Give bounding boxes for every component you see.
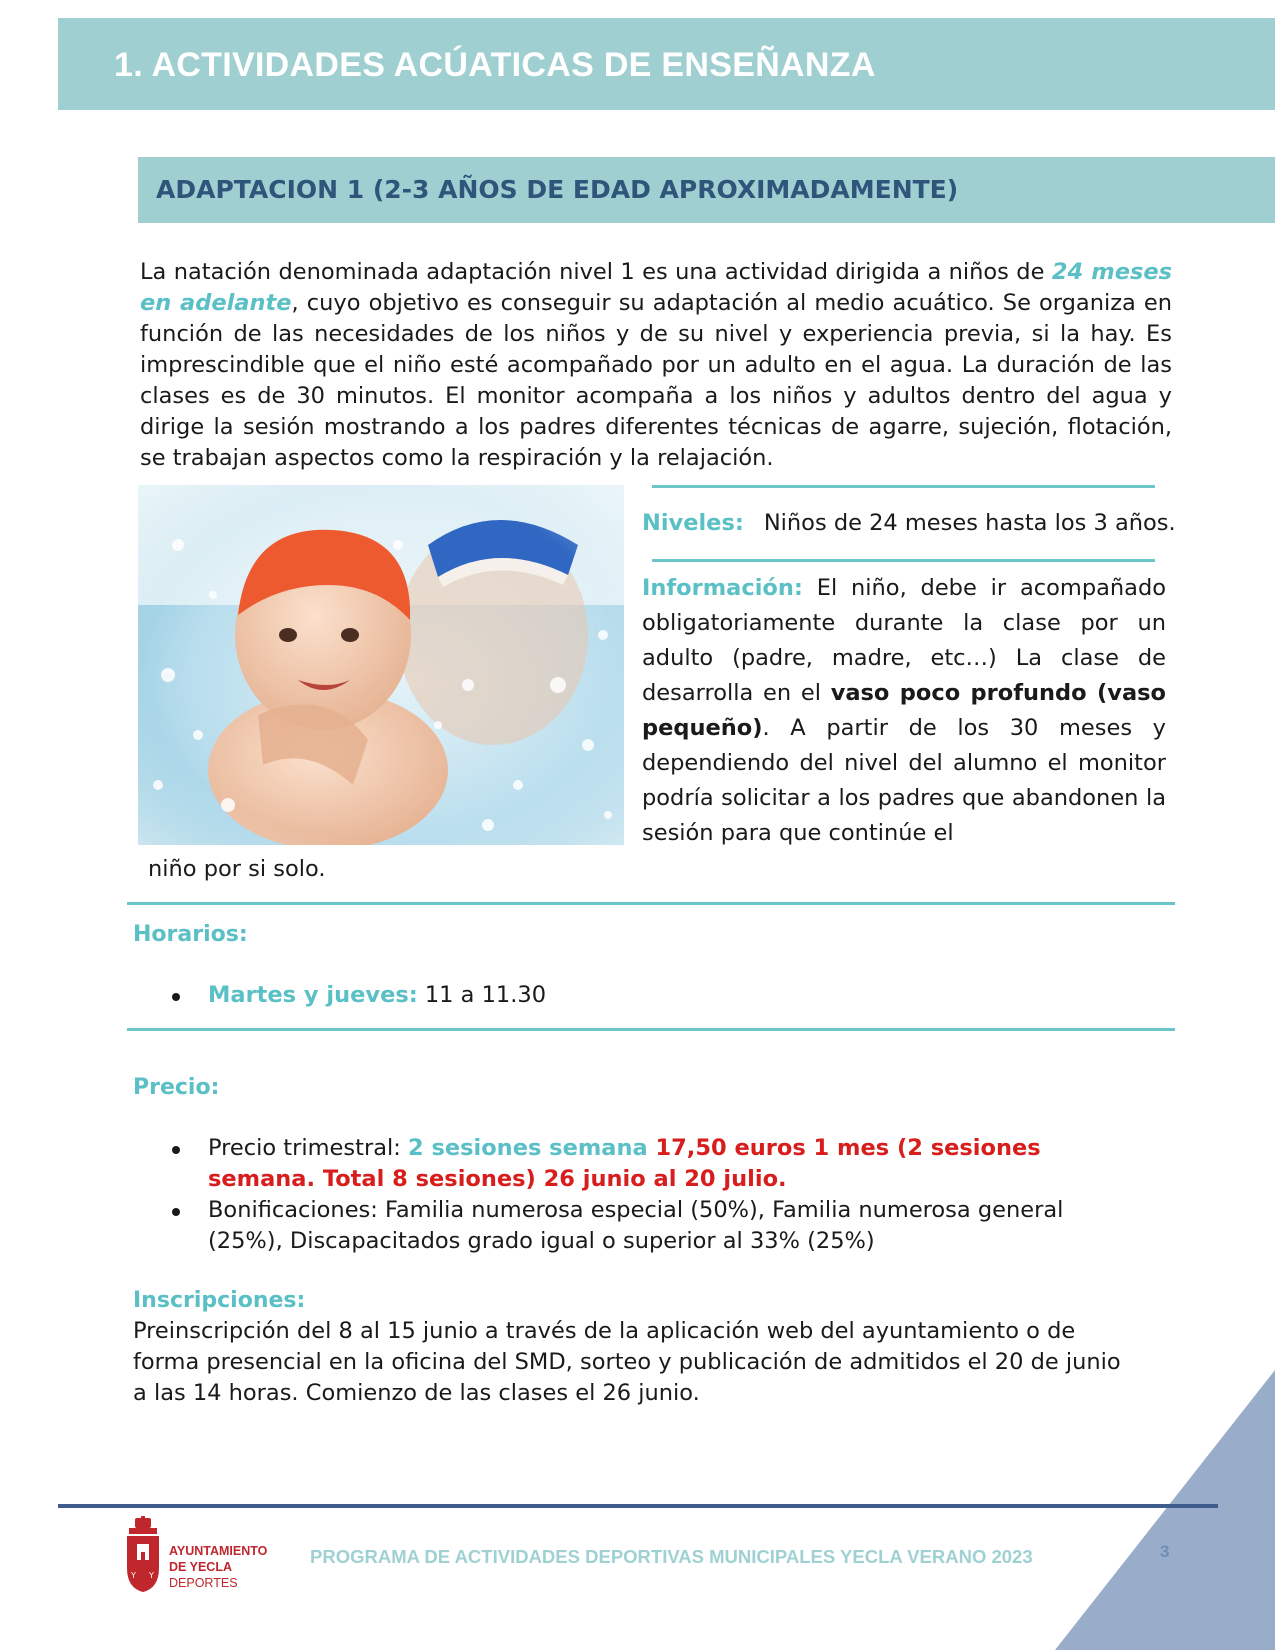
price-amount: 17,50 euros 1 mes (2 sesiones semana. Total 8 sesiones) 26 junio al 20 julio. <box>208 1135 1041 1192</box>
info-continuation: niño por si solo. <box>148 856 326 882</box>
info-text-2: . A partir de los 30 meses y dependiendo del nivel del alumno el monitor podría solicitar a los padres que abandonen la sesión para que continúe el <box>642 715 1166 846</box>
info-bold: vaso poco profundo (vaso pequeño) <box>642 680 1166 741</box>
price-label: Precio: <box>133 1075 220 1100</box>
intro-text-before: La natación denominada adaptación nivel 1 es una actividad dirigida a niños de <box>140 259 1052 285</box>
logo-line-2: DE YECLA <box>169 1560 232 1574</box>
footer-rule <box>58 1504 1218 1508</box>
logo-line-3: DEPORTES <box>169 1576 238 1590</box>
title-band <box>58 18 1275 110</box>
page-number: 3 <box>1160 1542 1170 1561</box>
info-label: Información: <box>642 575 803 601</box>
photo-illustration <box>138 485 624 845</box>
levels-top-rule <box>652 485 1155 488</box>
svg-text:Y: Y <box>149 1571 154 1580</box>
schedule-day: Martes y jueves: <box>208 982 418 1008</box>
schedule-top-rule <box>127 902 1175 905</box>
intro-highlight: 24 meses en adelante <box>140 259 1172 316</box>
registration-label: Inscripciones: <box>133 1288 306 1313</box>
child-swimming-photo <box>138 485 624 845</box>
price-list <box>170 1133 1130 1257</box>
intro-text-after: , cuyo objetivo es conseguir su adaptación al medio acuático. Se organiza en función de las necesidades de los niños y de su nivel y experiencia previa, si la hay. Es imprescindible que el niño esté acompañado por un adulto en el agua. La duración de las clases es de 30 minutos. El monitor acompaña a los niños y adultos dentro del agua y dirige la sesión mostrando a los padres diferentes técnicas de agarre, sujeción, flotación, se trabajan aspectos como la respiración y la relajación. <box>140 290 1172 471</box>
levels-bottom-rule <box>652 559 1155 562</box>
logo-line-1: AYUNTAMIENTO <box>169 1544 268 1558</box>
price-prefix: Precio trimestral: <box>208 1135 408 1161</box>
intro-paragraph <box>140 257 1172 474</box>
schedule-bottom-rule <box>127 1028 1175 1031</box>
levels-label: Niveles: <box>642 510 744 536</box>
page-title: 1. ACTIVIDADES ACÚATICAS DE ENSEÑANZA <box>114 46 876 84</box>
price-item <box>170 1133 1130 1195</box>
schedule-label: Horarios: <box>133 922 248 947</box>
price-sessions: 2 sesiones semana <box>407 1135 656 1161</box>
registration-text: Preinscripción del 8 al 15 junio a través de la aplicación web del ayuntamiento o de forma presencial en la oficina del SMD, sorteo y publicación de admitidos el 20 de junio a las 14 horas. Comienzo de las clases el 26 junio. <box>133 1318 1121 1406</box>
corner-decoration <box>1050 1370 1275 1650</box>
info-text-1: El niño, debe ir acompañado obligatoriamente durante la clase por un adulto (padre, madre, etc…) La clase de desarrolla en el <box>642 575 1166 706</box>
discount-text: Bonificaciones: Familia numerosa especial (50%), Familia numerosa general (25%), Discapacitados grado igual o superior al 33% (25%) <box>208 1197 1064 1254</box>
footer-program-title: PROGRAMA DE ACTIVIDADES DEPORTIVAS MUNICIPALES YECLA VERANO 2023 <box>310 1546 1033 1567</box>
svg-text:Y: Y <box>131 1571 136 1580</box>
subtitle-band <box>138 157 1275 223</box>
levels-line <box>642 508 1176 539</box>
discount-item <box>170 1195 1130 1257</box>
schedule-item <box>170 980 546 1011</box>
info-paragraph <box>642 571 1166 851</box>
section-subtitle: ADAPTACION 1 (2-3 AÑOS DE EDAD APROXIMADAMENTE) <box>156 175 959 204</box>
schedule-time: 11 a 11.30 <box>417 982 547 1008</box>
schedule-list <box>170 980 546 1011</box>
city-crest-icon <box>123 1516 163 1594</box>
ayuntamiento-logo <box>123 1516 273 1596</box>
levels-value: Niños de 24 meses hasta los 3 años. <box>763 510 1176 536</box>
